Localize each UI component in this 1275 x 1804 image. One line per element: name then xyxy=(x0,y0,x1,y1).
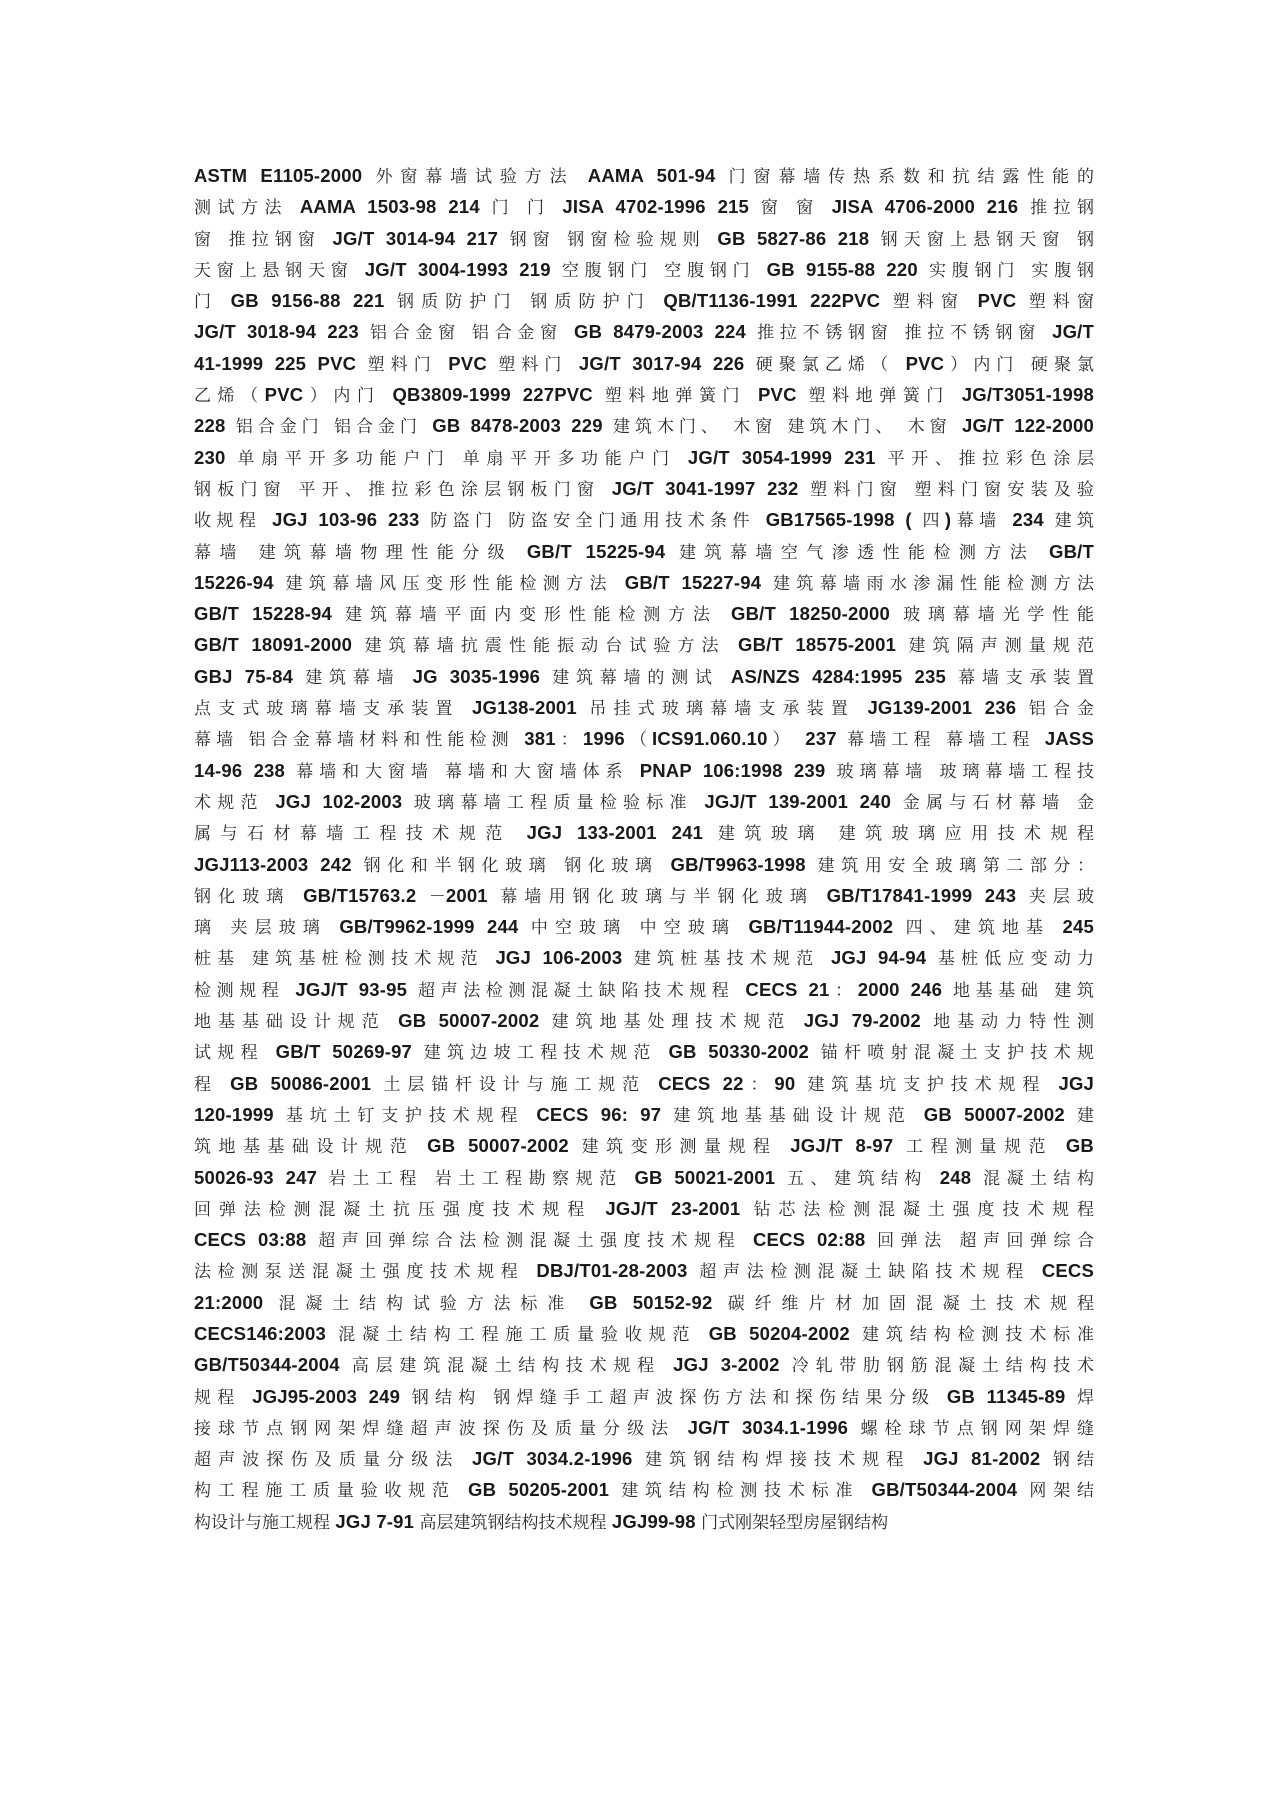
standard-title: 建筑地基处理技术规范 xyxy=(551,1012,804,1033)
standard-code: GB xyxy=(1065,1135,1094,1157)
standard-code: PVC xyxy=(977,290,1029,312)
standard-title: 塑料窗 xyxy=(1028,292,1094,313)
standard-code: GB 50330-2002 xyxy=(668,1041,821,1063)
standard-title: 中空玻璃 中空玻璃 xyxy=(530,918,749,939)
standard-title: 规程 xyxy=(194,1387,253,1408)
standard-title: 建筑木门、 木窗 建筑木门、 木窗 xyxy=(613,417,962,438)
standard-title: 测试方法 xyxy=(194,198,300,219)
standard-title: 外窗幕墙试验方法 xyxy=(375,167,588,187)
standard-code: 2000 246 xyxy=(857,978,954,1000)
standard-title: 建筑幕墙雨水渗漏性能检测方法 xyxy=(772,573,1094,594)
text-line xyxy=(194,567,1094,598)
standard-code: 1996 xyxy=(582,728,625,750)
standard-code: JGJ/T 139-2001 240 xyxy=(704,790,903,812)
standard-code: 14-96 238 xyxy=(194,759,297,781)
standard-code: PVC xyxy=(905,352,945,374)
standard-title: 钢板门窗 平开、推拉彩色涂层钢板门窗 xyxy=(194,479,612,500)
standard-code: JGJ 106-2003 xyxy=(495,947,634,969)
standard-title: 铝合金窗 铝合金窗 xyxy=(369,323,574,344)
standard-code: PVC xyxy=(758,384,809,406)
standard-code: JGJ 7-91 xyxy=(335,1510,420,1532)
text-line xyxy=(194,1068,1094,1099)
text-line xyxy=(194,473,1094,504)
standard-title: 玻璃幕墙 玻璃幕墙工程技 xyxy=(836,761,1094,782)
standard-title: 建筑幕墙的测试 xyxy=(552,667,731,688)
text-line xyxy=(194,755,1094,786)
standard-title: 钢结构 钢焊缝手工超声波探伤方法和探伤结果分级 xyxy=(411,1387,947,1408)
standard-title: 螺栓球节点钢网架焊缝 xyxy=(860,1418,1094,1439)
text-line xyxy=(194,723,1094,754)
standard-title: 超声法检测混凝土缺陷技术规程 xyxy=(418,980,746,1001)
standard-code: GB 50204-2002 xyxy=(708,1322,863,1344)
standard-title: 地基基础设计规范 xyxy=(194,1012,399,1033)
standard-code: CECS 22 xyxy=(658,1072,744,1094)
standard-code: GB/T 15227-94 xyxy=(624,571,773,593)
standard-code: QB3809-1999 227PVC xyxy=(392,384,605,406)
standard-title: 碳纤维片材加固混凝土技术规程 xyxy=(727,1293,1094,1314)
standard-code: JGJ95-2003 249 xyxy=(252,1385,412,1407)
standard-title: 钢结 xyxy=(1052,1450,1094,1471)
standard-code: JG/T 3014-94 217 xyxy=(332,227,510,249)
standard-title: 点支式玻璃幕墙支承装置 xyxy=(194,699,473,720)
standard-title: 焊 xyxy=(1077,1387,1094,1408)
standard-title: 地基基础 建筑 xyxy=(953,980,1094,1001)
standard-code: PVC xyxy=(448,352,499,374)
standard-title: 建筑桩基技术规范 xyxy=(633,949,831,970)
standard-code: JG138-2001 xyxy=(472,697,590,719)
standard-code: AAMA 1503-98 214 xyxy=(299,196,492,218)
standard-title: ）内门 硬聚氯 xyxy=(944,354,1094,375)
standard-code: 230 xyxy=(194,446,238,468)
text-line xyxy=(194,1130,1094,1161)
standard-code: AAMA 501-94 xyxy=(587,165,729,186)
standard-title: 幕墙用钢化玻璃与半钢化玻璃 xyxy=(500,886,827,907)
standard-title: 基桩低应变动力 xyxy=(937,949,1094,970)
standard-code: GB 11345-89 xyxy=(946,1385,1078,1407)
standard-code: 381 xyxy=(524,728,556,750)
standard-code: GB/T15763.2 xyxy=(303,884,429,906)
text-line xyxy=(194,1036,1094,1067)
standard-code: 50026-93 247 xyxy=(194,1166,329,1188)
standard-title: 锚杆喷射混凝土支护技术规 xyxy=(820,1043,1094,1064)
standard-code: JGJ 103-96 233 xyxy=(272,509,431,531)
standard-code: 2001 xyxy=(445,884,501,906)
standard-code: CECS 03:88 xyxy=(194,1229,319,1251)
standard-code: GB 8478-2003 229 xyxy=(432,415,614,437)
standard-title: 建筑幕墙抗震性能振动台试验方法 xyxy=(364,636,738,657)
standard-title: 幕墙工程 幕墙工程 xyxy=(847,730,1045,751)
standard-code: QB/T1136-1991 222PVC xyxy=(663,290,893,312)
standard-code: 90 xyxy=(774,1072,808,1094)
standard-code: GB 9155-88 220 xyxy=(766,258,929,280)
standard-code: JGJ113-2003 242 xyxy=(194,853,364,875)
standard-code: GB/T17841-1999 243 xyxy=(826,884,1029,906)
standard-title: 建筑幕墙平面内变形性能检测方法 xyxy=(345,605,731,626)
standard-title: 单扇平开多功能户门 单扇平开多功能户门 xyxy=(237,448,688,469)
standard-title: 幕墙支承装置 xyxy=(958,667,1094,688)
standard-title: 构工程施工质量验收规范 xyxy=(194,1481,469,1502)
standard-title: 平开、推拉彩色涂层 xyxy=(887,448,1094,469)
standard-title: 超声回弹综合法检测混凝土强度技术规程 xyxy=(318,1231,753,1252)
standard-code: GB/T9963-1998 xyxy=(670,853,818,875)
standard-code: JG/T 3054-1999 231 xyxy=(687,446,888,468)
standard-title: 试规程 xyxy=(194,1043,276,1064)
standard-title: 接球节点钢网架焊缝超声波探伤及质量分级法 xyxy=(194,1418,688,1439)
standard-title: 钢质防护门 钢质防护门 xyxy=(397,292,664,313)
standard-code: GB 50021-2001 xyxy=(634,1166,788,1188)
standard-title: 建筑隔声测量规范 xyxy=(908,636,1094,657)
standard-code: 237 xyxy=(805,728,848,750)
text-line xyxy=(194,379,1094,410)
standard-title: 幕墙和大窗墙 幕墙和大窗墙体系 xyxy=(296,761,640,782)
text-line xyxy=(194,1506,1094,1537)
text-line xyxy=(194,1193,1094,1224)
standard-title: 五、建筑结构 xyxy=(787,1168,940,1189)
standard-code: 15226-94 xyxy=(194,571,286,593)
standard-code: JG 3035-1996 xyxy=(412,665,553,687)
standard-code: GB 50152-92 xyxy=(589,1291,728,1313)
standard-title: 检测规程 xyxy=(194,980,296,1001)
standard-code: JG/T 3004-1993 219 xyxy=(364,258,562,280)
standard-title: 钻芯法检测混凝土强度技术规程 xyxy=(753,1199,1094,1220)
text-line xyxy=(194,1005,1094,1036)
standard-title: 门窗幕墙传热系数和抗结露性能的 xyxy=(728,167,1094,187)
text-line xyxy=(194,1474,1094,1505)
standard-title: 铝合金门 铝合金门 xyxy=(235,417,433,438)
standard-code: AS/NZS 4284:1995 235 xyxy=(730,665,959,687)
text-line xyxy=(194,849,1094,880)
standard-title: 属与石材幕墙工程技术规范 xyxy=(194,824,527,845)
standard-title: 夹层玻 xyxy=(1028,886,1094,907)
standard-title: 门式刚架轻型房屋钢结构 xyxy=(701,1512,889,1533)
standard-code: CECS xyxy=(1041,1260,1094,1282)
standard-code: JGJ/T 23-2001 xyxy=(605,1197,754,1219)
standard-title: 玻璃幕墙光学性能 xyxy=(903,605,1094,626)
standard-code: GB/T 15225-94 xyxy=(526,540,680,562)
standard-title: 回弹法 超声回弹综合 xyxy=(877,1231,1094,1252)
standard-code: GB17565-1998 ( xyxy=(765,509,923,531)
standard-title: 高层建筑钢结构技术规程 xyxy=(419,1512,612,1533)
standard-code: JGJ/T 8-97 xyxy=(790,1135,907,1157)
standard-title: 塑料窗 xyxy=(892,292,978,313)
standard-title: 程 xyxy=(194,1074,231,1095)
standard-title: 冷轧带肋钢筋混凝土结构技术 xyxy=(791,1356,1094,1377)
standard-code: JG139-2001 236 xyxy=(867,697,1029,719)
standard-title: 建筑钢结构焊接技术规程 xyxy=(645,1450,924,1471)
standard-code: 41-1999 225 PVC xyxy=(194,352,368,374)
standard-title: 幕墙 建筑幕墙物理性能分级 xyxy=(194,542,527,563)
text-line xyxy=(194,692,1094,723)
standard-title: 钢窗 钢窗检验规则 xyxy=(509,229,718,250)
standard-title: ）内门 xyxy=(303,386,393,407)
standard-title: 四 xyxy=(922,511,945,532)
text-line xyxy=(194,536,1094,567)
standard-code: GB/T9962-1999 244 xyxy=(339,916,531,938)
text-line xyxy=(194,191,1094,222)
standard-title: 塑料地弹簧门 xyxy=(604,386,759,407)
standard-title: 桩基 建筑基桩检测技术规范 xyxy=(194,949,496,970)
text-line xyxy=(194,348,1094,379)
text-line xyxy=(194,786,1094,817)
standard-code: JG/T 3034.1-1996 xyxy=(687,1416,861,1438)
standard-code: GB/T 18091-2000 xyxy=(194,634,365,656)
text-line xyxy=(194,1099,1094,1130)
standard-title: 硬聚氯乙烯（ xyxy=(755,354,906,375)
standard-title: 推拉不锈钢窗 推拉不锈钢窗 xyxy=(757,323,1053,344)
standard-code: 234 xyxy=(1012,509,1055,531)
standard-title: 钢化和半钢化玻璃 钢化玻璃 xyxy=(363,855,671,876)
standard-title: 超声法检测混凝土缺陷技术规程 xyxy=(699,1262,1042,1283)
standard-title: 塑料地弹簧门 xyxy=(808,386,962,407)
standard-code: 21:2000 xyxy=(194,1291,279,1313)
standard-code: GB/T50344-2004 xyxy=(194,1354,352,1376)
standard-title: 金属与石材幕墙 金 xyxy=(902,792,1094,813)
text-line xyxy=(194,160,1094,191)
standard-title: 空腹钢门 空腹钢门 xyxy=(561,260,767,281)
text-line xyxy=(194,1255,1094,1286)
standard-title: 建筑地基基础设计规范 xyxy=(673,1105,924,1126)
standard-code: GB/T 50269-97 xyxy=(275,1041,424,1063)
standard-code: GB 9156-88 221 xyxy=(230,290,397,312)
standard-code: CECS 02:88 xyxy=(752,1229,878,1251)
standard-title: 吊挂式玻璃幕墙支承装置 xyxy=(589,699,868,720)
standard-title: 工程测量规范 xyxy=(906,1137,1066,1158)
text-line xyxy=(194,442,1094,473)
standard-code: JGJ 94-94 xyxy=(830,947,938,969)
standard-code: PVC xyxy=(264,384,304,406)
standard-code: GB 50205-2001 xyxy=(468,1479,622,1501)
standard-code: JG/T xyxy=(1052,321,1094,343)
standard-title: 建筑幕墙空气渗透性能检测方法 xyxy=(679,542,1049,563)
standard-title: 幕墙 铝合金幕墙材料和性能检测 xyxy=(194,730,525,751)
standard-code: JGJ 102-2003 xyxy=(275,790,414,812)
standard-title: 推拉钢 xyxy=(1030,198,1094,219)
text-line xyxy=(194,1349,1094,1380)
standard-code: JG/T 3041-1997 232 xyxy=(611,477,811,499)
standard-title: 塑料门窗 塑料门窗安装及验 xyxy=(810,479,1094,500)
standard-title: 网架结 xyxy=(1029,1481,1094,1502)
standard-title: 钢化玻璃 xyxy=(194,886,304,907)
standard-title: 混凝土结构 xyxy=(983,1168,1094,1189)
document-page xyxy=(194,160,1094,1537)
standard-code: JG/T 122-2000 xyxy=(961,415,1094,437)
standard-code: GB/T50344-2004 xyxy=(871,1479,1030,1501)
standard-code: GB/T 15228-94 xyxy=(194,603,346,625)
standard-code: JG/T3051-1998 xyxy=(961,384,1094,406)
standard-title: 塑料门 xyxy=(367,354,449,375)
standard-title: 四、建筑地基 xyxy=(905,918,1063,939)
standard-title: 门 xyxy=(194,292,231,313)
standard-title: 建筑结构检测技术标准 xyxy=(862,1324,1094,1345)
standard-title: 土层锚杆设计与施工规范 xyxy=(383,1074,659,1095)
standard-code: CECS 96: 97 xyxy=(536,1103,674,1125)
standard-title: ： xyxy=(829,980,858,1001)
standard-code: 248 xyxy=(939,1166,984,1188)
standard-title: 乙烯（ xyxy=(194,386,265,407)
standard-title: 高层建筑混凝土结构技术规程 xyxy=(351,1356,674,1377)
standard-title: 门 门 xyxy=(491,198,563,219)
standard-code: CECS 21 xyxy=(745,978,830,1000)
standard-title: 地基动力特性测 xyxy=(933,1012,1094,1033)
standard-code: 120-1999 xyxy=(194,1103,286,1125)
standard-title: 收规程 xyxy=(194,511,273,532)
standard-title: 岩土工程 岩土工程勘察规范 xyxy=(328,1168,635,1189)
standard-title: 幕墙 xyxy=(951,511,1013,532)
standard-title: ： xyxy=(743,1074,775,1095)
text-line xyxy=(194,1443,1094,1474)
standard-code: JGJ99-98 xyxy=(611,1510,702,1532)
standard-code: JG/T 3018-94 223 xyxy=(194,321,370,343)
standard-title: 法检测泵送混凝土强度技术规程 xyxy=(194,1262,537,1283)
standard-code: PNAP 106:1998 239 xyxy=(639,759,837,781)
text-line xyxy=(194,1162,1094,1193)
standard-code: JASS xyxy=(1044,728,1094,750)
standard-title: 铝合金 xyxy=(1028,699,1094,720)
text-line xyxy=(194,598,1094,629)
standard-code: GB/T xyxy=(1049,540,1094,562)
standard-code: ASTM E1105-2000 xyxy=(194,165,376,186)
text-line xyxy=(194,942,1094,973)
standard-code: JISA 4702-1996 215 xyxy=(562,196,761,218)
standard-title: － xyxy=(428,886,446,907)
standard-title: 超声波探伤及质量分级法 xyxy=(194,1450,473,1471)
text-line xyxy=(194,974,1094,1005)
standard-code: JGJ 81-2002 xyxy=(923,1448,1053,1470)
text-line xyxy=(194,1412,1094,1443)
standard-title: （ xyxy=(624,730,653,751)
standard-title: 玻璃幕墙工程质量检验标准 xyxy=(413,792,705,813)
text-line xyxy=(194,1224,1094,1255)
standard-title: 建筑基坑支护技术规程 xyxy=(807,1074,1059,1095)
standard-title: 回弹法检测混凝土抗压强度技术规程 xyxy=(194,1199,606,1220)
standard-title: 钢天窗上悬钢天窗 钢 xyxy=(880,229,1094,250)
standard-title: 建 xyxy=(1077,1105,1094,1126)
standard-code: GB 50007-2002 xyxy=(923,1103,1078,1125)
standard-title: 建筑幕墙 xyxy=(305,667,413,688)
text-line xyxy=(194,817,1094,848)
standard-title: 术规范 xyxy=(194,792,276,813)
standard-code: JG/T 3017-94 226 xyxy=(578,352,756,374)
text-line xyxy=(194,504,1094,535)
text-line xyxy=(194,629,1094,660)
standard-code: CECS146:2003 xyxy=(194,1322,339,1344)
standard-code: 245 xyxy=(1062,916,1094,938)
text-line xyxy=(194,410,1094,441)
standard-code: JG/T 3034.2-1996 xyxy=(472,1448,646,1470)
text-line xyxy=(194,1287,1094,1318)
text-line xyxy=(194,254,1094,285)
standard-title: ： xyxy=(555,730,583,751)
text-line xyxy=(194,1318,1094,1349)
text-line xyxy=(194,316,1094,347)
standard-title: 基坑土钉支护技术规程 xyxy=(285,1105,537,1126)
standard-title: ） xyxy=(767,730,806,751)
standard-title: 构设计与施工规程 xyxy=(194,1512,336,1533)
text-line xyxy=(194,880,1094,911)
standard-code: GB 8479-2003 224 xyxy=(573,321,758,343)
standard-title: 建筑边坡工程技术规范 xyxy=(423,1043,669,1064)
standard-code: JGJ 133-2001 241 xyxy=(526,822,718,844)
standard-title: 天窗上悬钢天窗 xyxy=(194,260,365,281)
standard-code: DBJ/T01-28-2003 xyxy=(536,1260,700,1282)
standard-title: 建筑用安全玻璃第二部分： xyxy=(817,855,1094,876)
text-line xyxy=(194,223,1094,254)
text-line xyxy=(194,911,1094,942)
standard-code: GB 50007-2002 xyxy=(427,1135,582,1157)
text-line xyxy=(194,1381,1094,1412)
standard-code: ) xyxy=(944,509,952,531)
standard-title: 混凝土结构工程施工质量验收规范 xyxy=(338,1324,709,1345)
standard-title: 建筑结构检测技术标准 xyxy=(621,1481,872,1502)
standard-title: 窗 窗 xyxy=(760,198,832,219)
standard-code: ICS91.060.10 xyxy=(652,728,768,750)
standard-code: JGJ xyxy=(1058,1072,1094,1094)
standard-title: 塑料门 xyxy=(498,354,579,375)
standard-code: JGJ 79-2002 xyxy=(803,1010,934,1032)
standard-title: 防盗门 防盗安全门通用技术条件 xyxy=(430,511,766,532)
standard-code: JGJ/T 93-95 xyxy=(295,978,419,1000)
text-line xyxy=(194,285,1094,316)
standard-title: 窗 推拉钢窗 xyxy=(194,229,333,250)
standard-code: GB 50007-2002 xyxy=(398,1010,552,1032)
standard-title: 混凝土结构试验方法标准 xyxy=(278,1293,590,1314)
standard-title: 筑地基基础设计规范 xyxy=(194,1137,428,1158)
standard-code: GB 5827-86 218 xyxy=(717,227,881,249)
standard-code: GB/T11944-2002 xyxy=(748,916,906,938)
standard-code: 228 xyxy=(194,415,236,437)
standard-title: 建筑玻璃 建筑玻璃应用技术规程 xyxy=(717,824,1094,845)
standard-title: 建筑幕墙风压变形性能检测方法 xyxy=(285,573,625,594)
standard-code: JISA 4706-2000 216 xyxy=(831,196,1031,218)
standard-code: GBJ 75-84 xyxy=(194,665,306,687)
standard-title: 建筑变形测量规程 xyxy=(581,1137,791,1158)
text-line xyxy=(194,661,1094,692)
standard-code: GB 50086-2001 xyxy=(230,1072,384,1094)
standard-code: GB/T 18250-2000 xyxy=(731,603,904,625)
standard-code: GB/T 18575-2001 xyxy=(737,634,909,656)
standard-title: 璃 夹层玻璃 xyxy=(194,918,340,939)
standard-title: 实腹钢门 实腹钢 xyxy=(929,260,1094,281)
standard-code: JGJ 3-2002 xyxy=(673,1354,792,1376)
standard-title: 建筑 xyxy=(1054,511,1094,532)
